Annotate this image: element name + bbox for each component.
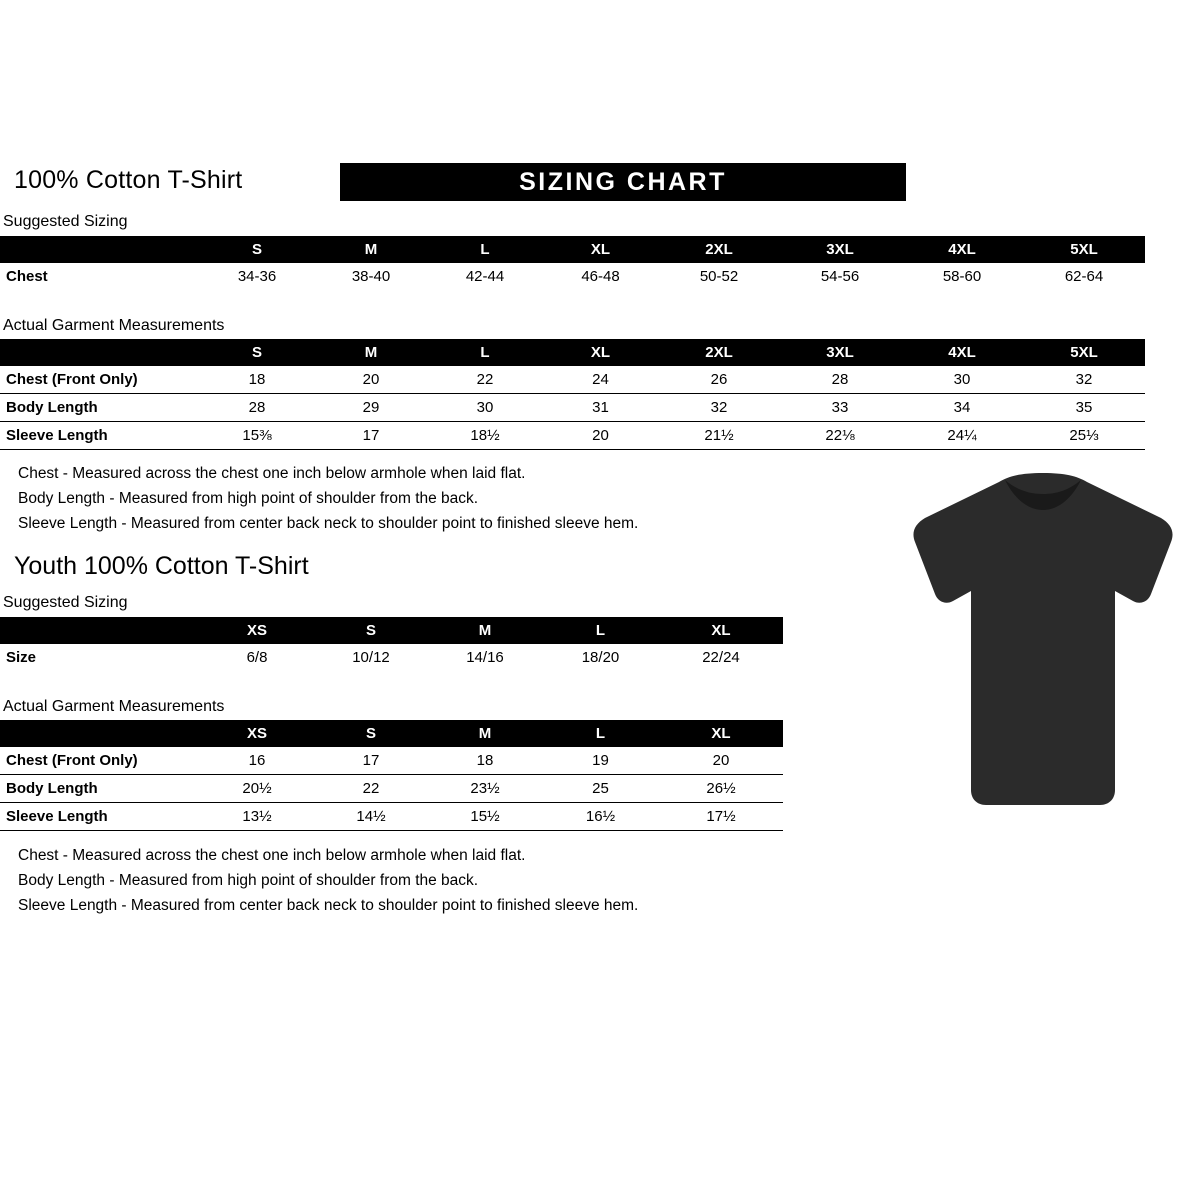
cell: 20 [542,422,659,450]
cell: 14/16 [428,644,542,671]
cell: 26 [659,366,779,394]
cell: 58-60 [901,263,1023,290]
cell: 14½ [314,803,428,831]
table-row [0,803,783,831]
col-head: S [200,339,314,366]
row-label: Sleeve Length [0,803,200,831]
cell: 18 [200,366,314,394]
youth-actual-label: Actual Garment Measurements [3,698,225,715]
cell: 20 [659,747,783,775]
col-head: 4XL [901,236,1023,263]
cell: 46-48 [542,263,659,290]
col-head: S [314,720,428,747]
cell: 18½ [428,422,542,450]
col-head: S [200,236,314,263]
adult-notes [18,461,638,536]
cell: 42-44 [428,263,542,290]
cell: 22⅛ [779,422,901,450]
cell: 38-40 [314,263,428,290]
cell: 31 [542,394,659,422]
cell: 25 [542,775,659,803]
col-head [0,339,200,366]
col-head: XS [200,720,314,747]
youth-suggested-label: Suggested Sizing [3,594,128,611]
col-head: 2XL [659,339,779,366]
cell: 34 [901,394,1023,422]
t-shirt-illustration [893,470,1193,820]
col-head: L [428,236,542,263]
col-head: M [314,339,428,366]
cell: 22/24 [659,644,783,671]
cell: 18/20 [542,644,659,671]
cell: 24¼ [901,422,1023,450]
table-row [0,747,783,775]
col-head: 3XL [779,236,901,263]
cell: 30 [901,366,1023,394]
row-label: Body Length [0,775,200,803]
cell: 26½ [659,775,783,803]
sizing-chart-banner [340,163,906,201]
youth-section-title: Youth 100% Cotton T-Shirt [14,552,309,580]
cell: 33 [779,394,901,422]
col-head: M [314,236,428,263]
cell: 18 [428,747,542,775]
col-head: XL [659,720,783,747]
cell: 34-36 [200,263,314,290]
sizing-chart-banner-label: SIZING CHART [519,167,727,196]
cell: 25⅓ [1023,422,1145,450]
table-row [0,263,1145,290]
cell: 21½ [659,422,779,450]
col-head: XS [200,617,314,644]
cell: 28 [779,366,901,394]
col-head: M [428,617,542,644]
cell: 28 [200,394,314,422]
row-label: Body Length [0,394,200,422]
cell: 32 [659,394,779,422]
col-head: L [542,720,659,747]
cell: 15½ [428,803,542,831]
col-head [0,720,200,747]
col-head: L [542,617,659,644]
table-row [0,366,1145,394]
adult-actual-label: Actual Garment Measurements [3,317,225,334]
cell: 24 [542,366,659,394]
cell: 15⅜ [200,422,314,450]
note-body-length: Body Length - Measured from high point of shoulder from the back. [18,872,479,889]
row-label: Chest (Front Only) [0,747,200,775]
row-label: Size [0,644,200,671]
cell: 23½ [428,775,542,803]
cell: 16 [200,747,314,775]
table-header-row [0,339,1145,366]
cell: 10/12 [314,644,428,671]
note-body-length: Body Length - Measured from high point of shoulder from the back. [18,490,479,507]
col-head: M [428,720,542,747]
cell: 32 [1023,366,1145,394]
table-header-row [0,617,783,644]
col-head: XL [542,236,659,263]
col-head: 4XL [901,339,1023,366]
table-header-row [0,720,783,747]
cell: 17 [314,422,428,450]
table-row [0,394,1145,422]
youth-notes [18,843,638,918]
cell: 29 [314,394,428,422]
adult-section-title: 100% Cotton T-Shirt [14,166,243,194]
note-sleeve-length: Sleeve Length - Measured from center back neck to shoulder point to finished sleeve hem. [18,897,639,914]
cell: 17½ [659,803,783,831]
note-chest: Chest - Measured across the chest one inch below armhole when laid flat. [18,465,526,482]
table-row [0,775,783,803]
table-header-row [0,236,1145,263]
cell: 54-56 [779,263,901,290]
cell: 19 [542,747,659,775]
col-head [0,617,200,644]
cell: 22 [428,366,542,394]
col-head: 3XL [779,339,901,366]
table-row [0,422,1145,450]
cell: 50-52 [659,263,779,290]
row-label: Chest [0,263,200,290]
col-head: S [314,617,428,644]
cell: 22 [314,775,428,803]
cell: 17 [314,747,428,775]
youth-suggested-table [0,617,783,671]
cell: 16½ [542,803,659,831]
col-head: XL [659,617,783,644]
note-chest: Chest - Measured across the chest one inch below armhole when laid flat. [18,847,526,864]
cell: 35 [1023,394,1145,422]
cell: 62-64 [1023,263,1145,290]
table-row [0,644,783,671]
col-head: 5XL [1023,339,1145,366]
cell: 6/8 [200,644,314,671]
youth-actual-table [0,720,783,831]
adult-suggested-label: Suggested Sizing [3,213,128,230]
adult-suggested-table [0,236,1145,290]
cell: 30 [428,394,542,422]
col-head: 5XL [1023,236,1145,263]
t-shirt-icon [893,470,1193,820]
row-label: Chest (Front Only) [0,366,200,394]
adult-actual-table [0,339,1145,450]
col-head: 2XL [659,236,779,263]
cell: 20½ [200,775,314,803]
note-sleeve-length: Sleeve Length - Measured from center back neck to shoulder point to finished sleeve hem. [18,515,639,532]
row-label: Sleeve Length [0,422,200,450]
col-head: L [428,339,542,366]
cell: 13½ [200,803,314,831]
cell: 20 [314,366,428,394]
col-head [0,236,200,263]
col-head: XL [542,339,659,366]
